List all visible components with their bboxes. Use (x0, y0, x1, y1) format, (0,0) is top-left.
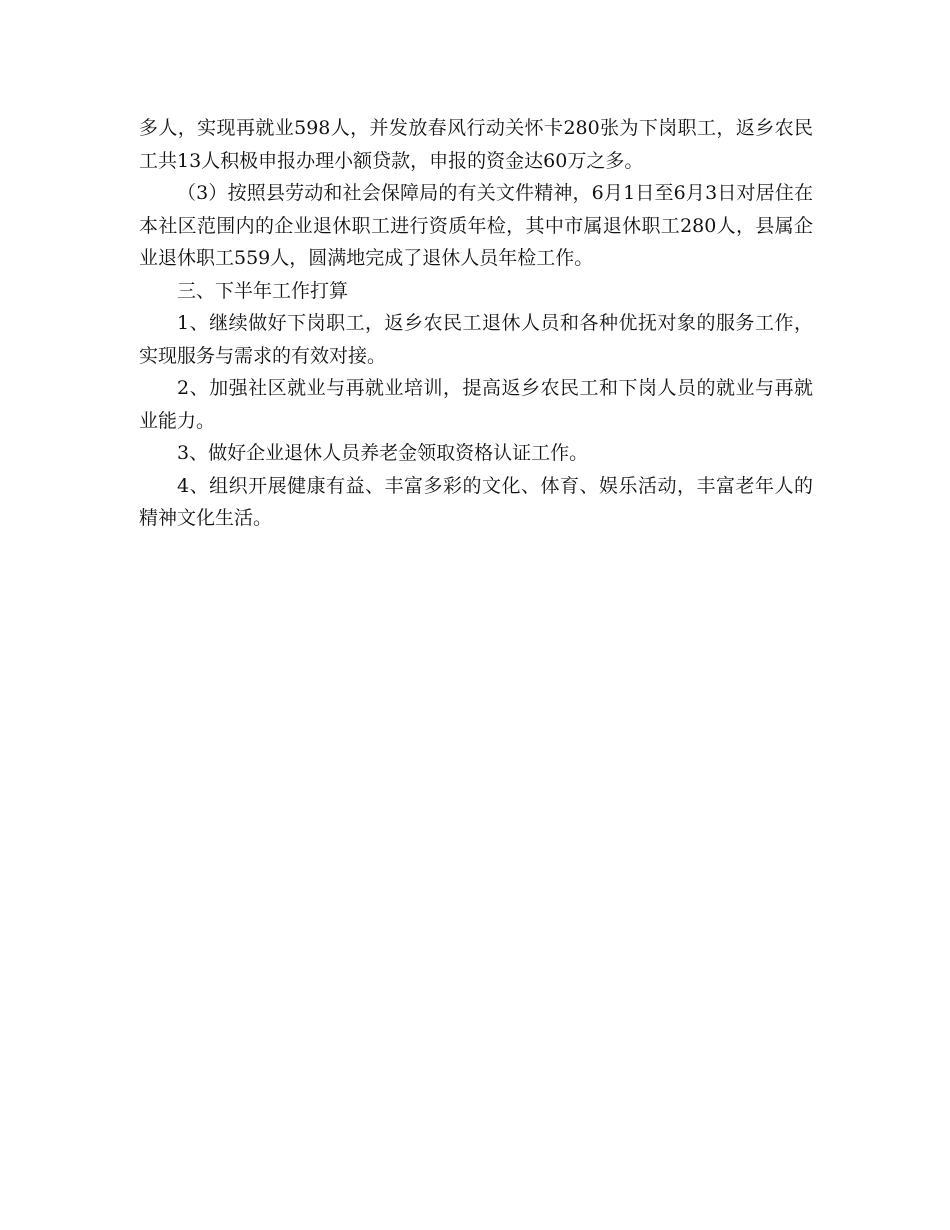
paragraph-retiree-annual-check: （3）按照县劳动和社会保障局的有关文件精神，6月1日至6月3日对居住在本社区范围内的企业退休职工进行资质年检，其中市属退休职工280人，县属企业退休职工559人，圆满地完成了退休人员年检工作。 (139, 182, 813, 269)
plan-item-3: 3、做好企业退休人员养老金领取资格认证工作。 (177, 442, 589, 464)
document-body (139, 112, 813, 535)
plan-item-2: 2、加强社区就业与再就业培训，提高返乡农民工和下岗人员的就业与再就业能力。 (139, 377, 813, 432)
section-heading-second-half-plan: 三、下半年工作打算 (177, 279, 349, 302)
plan-item-1: 1、继续做好下岗职工，返乡农民工退休人员和各种优抚对象的服务工作，实现服务与需求的有效对接。 (139, 312, 813, 367)
paragraph-continuation: 多人，实现再就业598人，并发放春风行动关怀卡280张为下岗职工，返乡农民工共13人积极申报办理小额贷款，申报的资金达60万之多。 (139, 117, 813, 172)
plan-item-4: 4、组织开展健康有益、丰富多彩的文化、体育、娱乐活动，丰富老年人的精神文化生活。 (139, 474, 813, 529)
